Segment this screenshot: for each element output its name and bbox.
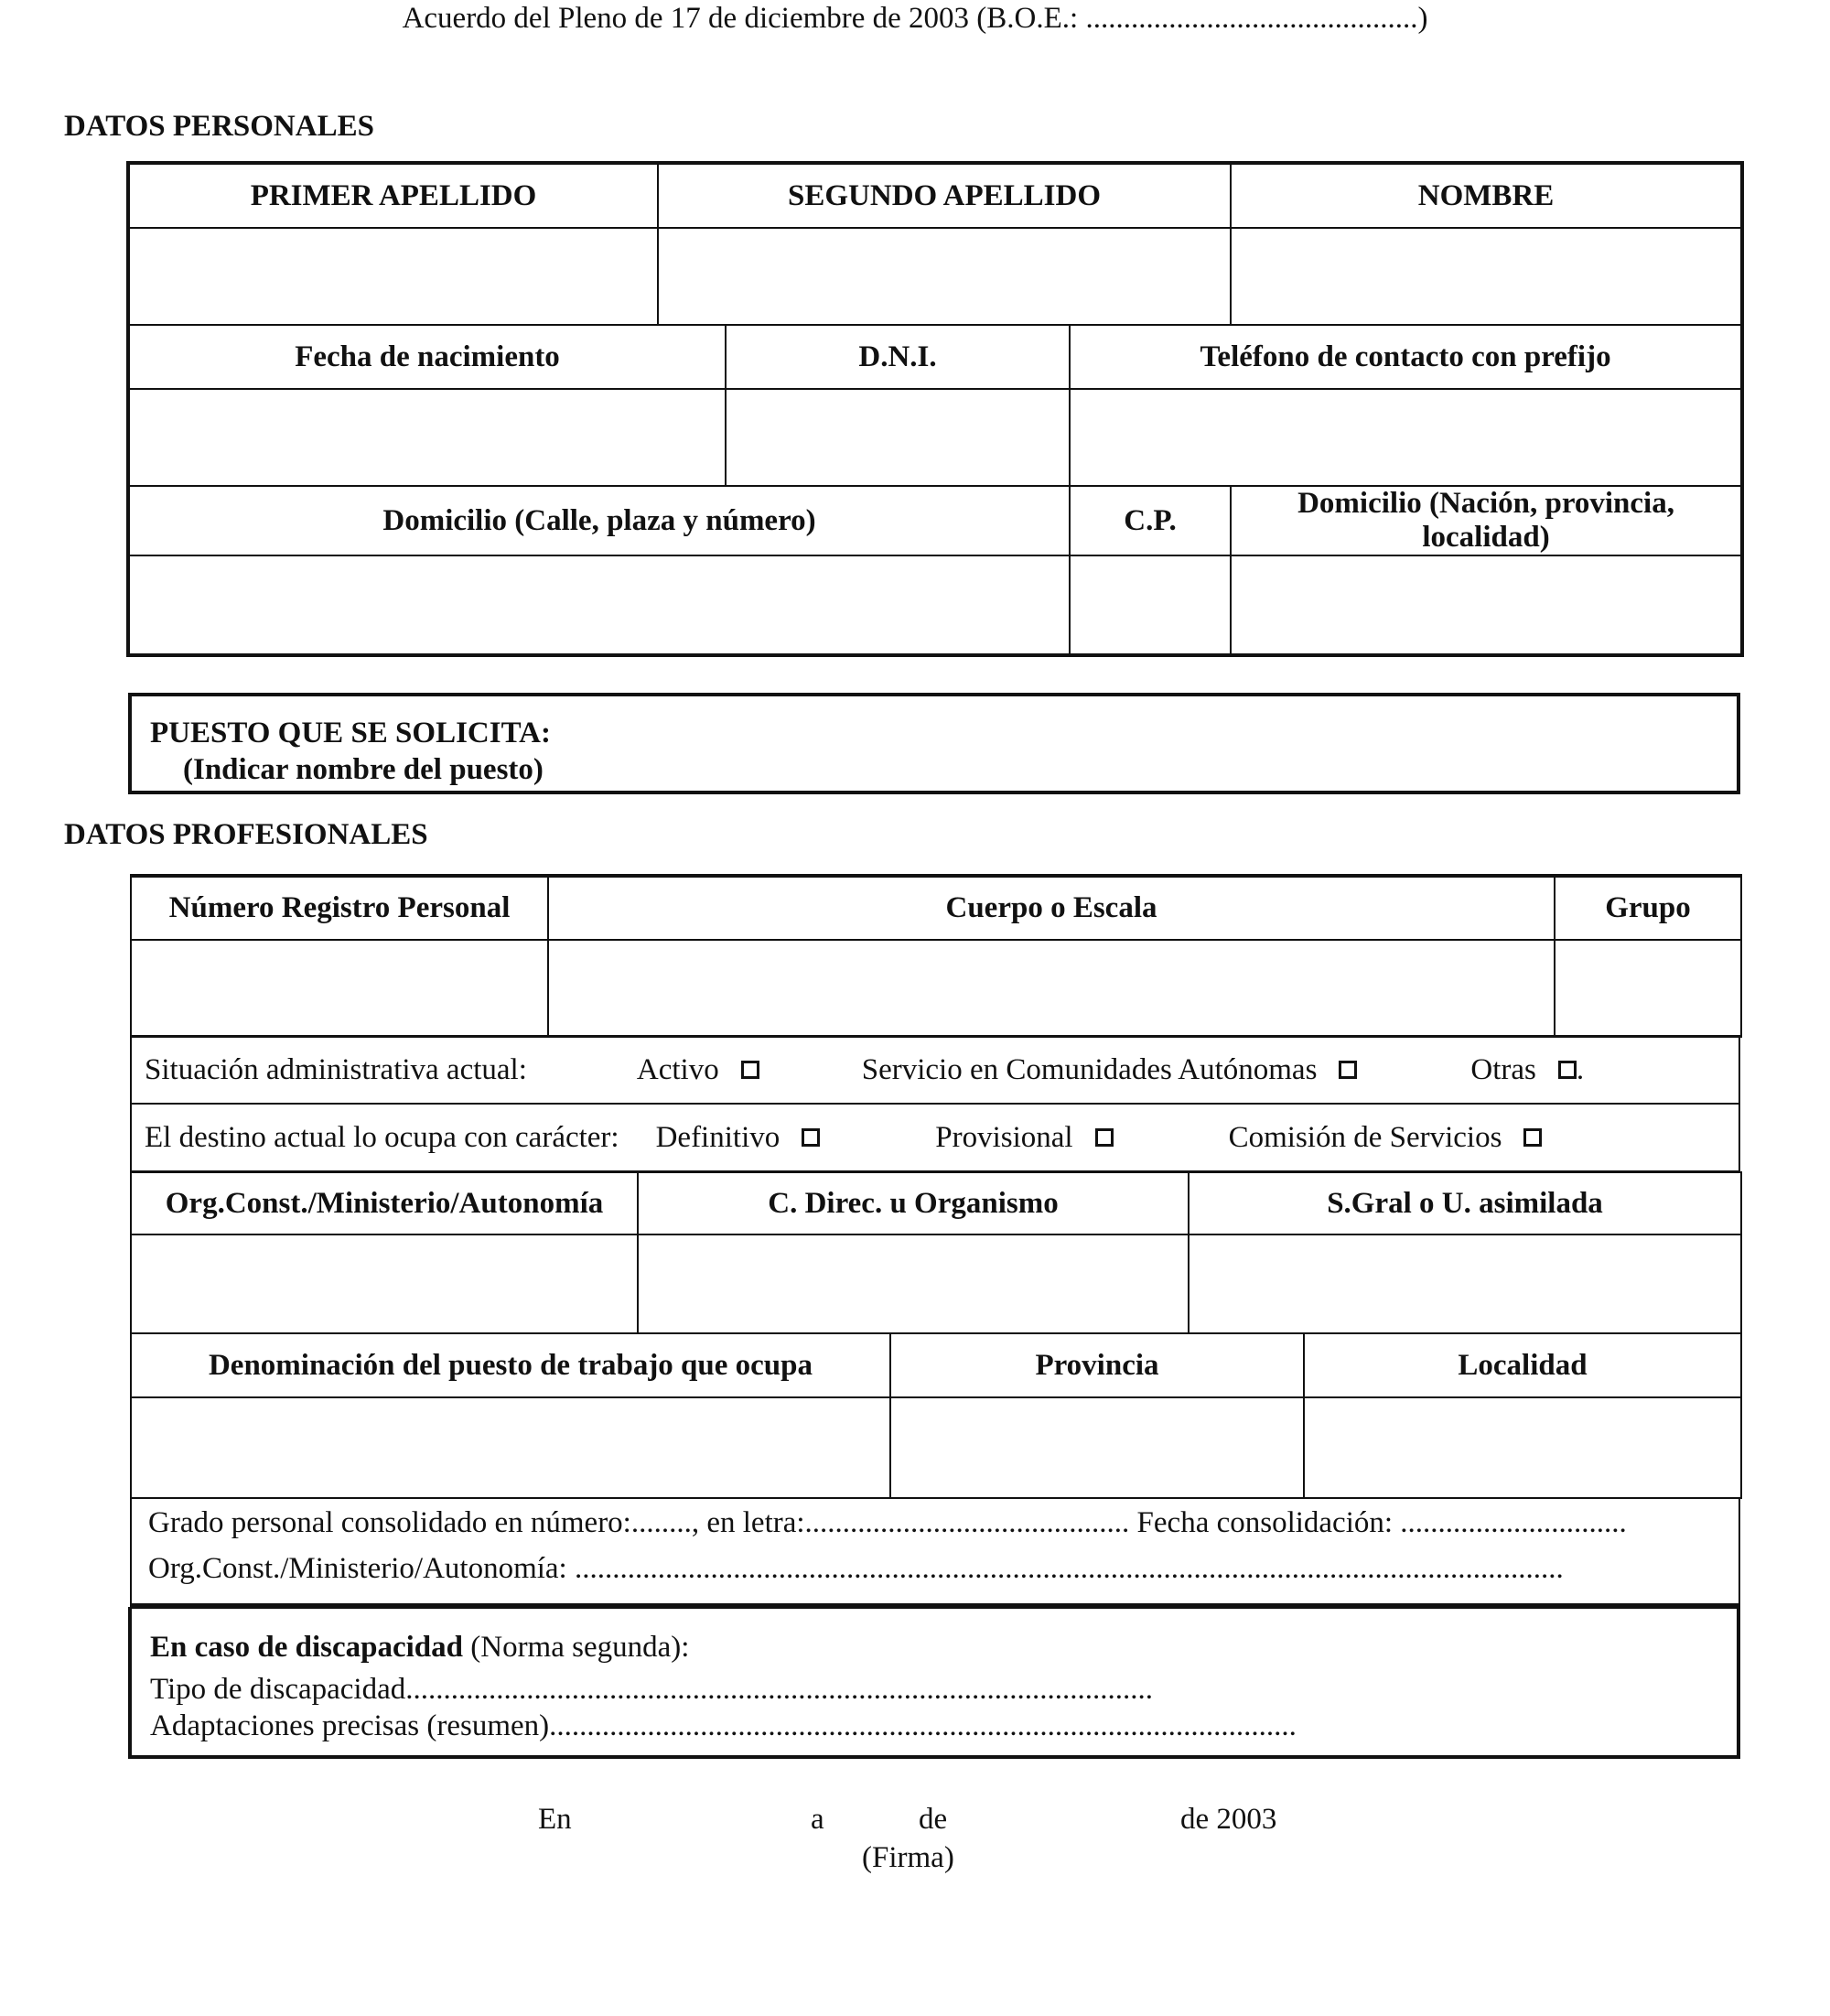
header-domicilio-calle: Domicilio (Calle, plaza y número) xyxy=(129,486,1070,555)
footer-de-year: de 2003 xyxy=(1180,1803,1277,1836)
section-title-datos-personales: DATOS PERSONALES xyxy=(64,110,374,143)
field-cuerpo-escala[interactable] xyxy=(548,940,1555,1037)
grado-personal-box xyxy=(130,1499,1740,1607)
header-text: Acuerdo del Pleno de 17 de diciembre de 2003 (B.O.E.: ............................................) xyxy=(402,2,1428,35)
field-segundo-apellido[interactable] xyxy=(658,228,1231,325)
footer-de: de xyxy=(919,1803,948,1836)
header-dni: D.N.I. xyxy=(726,325,1070,389)
option-comision-label: Comisión de Servicios xyxy=(1228,1120,1502,1154)
tipo-discapacidad-line[interactable]: Tipo de discapacidad................................................................................................... xyxy=(150,1673,1153,1706)
header-domicilio-nacion: Domicilio (Nación, provincia, localidad) xyxy=(1231,486,1741,555)
field-org-const[interactable] xyxy=(131,1234,638,1333)
option-otras-label: Otras xyxy=(1470,1052,1536,1086)
grado-consolidado-line[interactable]: Grado personal consolidado en número:........, en letra:........................................... Fecha consolidación: .............................. xyxy=(148,1506,1627,1539)
field-provincia[interactable] xyxy=(890,1397,1304,1498)
field-s-gral[interactable] xyxy=(1189,1234,1741,1333)
field-grupo[interactable] xyxy=(1555,940,1741,1037)
otras-trailing-dot: . xyxy=(1576,1052,1585,1086)
field-cp[interactable] xyxy=(1070,555,1231,654)
checkbox-definitivo[interactable] xyxy=(802,1128,820,1147)
field-localidad[interactable] xyxy=(1304,1397,1741,1498)
header-localidad: Localidad xyxy=(1304,1333,1741,1397)
professional-data-table-1 xyxy=(130,874,1742,1038)
field-primer-apellido[interactable] xyxy=(129,228,658,325)
header-grupo: Grupo xyxy=(1555,876,1741,940)
option-comunidades-label: Servicio en Comunidades Autónomas xyxy=(861,1052,1318,1086)
checkbox-comision-servicios[interactable] xyxy=(1523,1128,1542,1147)
field-dni[interactable] xyxy=(726,389,1070,486)
header-cp: C.P. xyxy=(1070,486,1231,555)
header-telefono: Teléfono de contacto con prefijo xyxy=(1070,325,1741,389)
situacion-label: Situación administrativa actual: xyxy=(145,1052,527,1086)
header-denominacion-puesto: Denominación del puesto de trabajo que ocupa xyxy=(131,1333,890,1397)
header-segundo-apellido: SEGUNDO APELLIDO xyxy=(658,164,1231,228)
footer-en: En xyxy=(538,1803,572,1836)
personal-data-table xyxy=(128,163,1742,655)
situacion-administrativa-row xyxy=(130,1035,1740,1105)
puesto-solicitado-box[interactable] xyxy=(128,693,1740,794)
footer-a: a xyxy=(811,1803,824,1836)
field-telefono[interactable] xyxy=(1070,389,1741,486)
option-activo-label: Activo xyxy=(636,1052,719,1086)
field-c-direc[interactable] xyxy=(638,1234,1189,1333)
header-numero-registro: Número Registro Personal xyxy=(131,876,548,940)
footer-firma: (Firma) xyxy=(862,1841,954,1874)
field-nombre[interactable] xyxy=(1231,228,1741,325)
field-fecha-nacimiento[interactable] xyxy=(129,389,726,486)
discapacidad-box xyxy=(128,1607,1740,1759)
header-fecha-nacimiento: Fecha de nacimiento xyxy=(129,325,726,389)
option-definitivo-label: Definitivo xyxy=(655,1120,780,1154)
puesto-hint: (Indicar nombre del puesto) xyxy=(183,753,544,786)
header-org-const: Org.Const./Ministerio/Autonomía xyxy=(131,1172,638,1234)
header-c-direc: C. Direc. u Organismo xyxy=(638,1172,1189,1234)
checkbox-activo[interactable] xyxy=(741,1061,759,1079)
header-provincia: Provincia xyxy=(890,1333,1304,1397)
adaptaciones-line[interactable]: Adaptaciones precisas (resumen)................................................................................................... xyxy=(150,1709,1297,1742)
field-denominacion-puesto[interactable] xyxy=(131,1397,890,1498)
field-numero-registro[interactable] xyxy=(131,940,548,1037)
org-const-line[interactable]: Org.Const./Ministerio/Autonomía: ................................................................................................................................... xyxy=(148,1552,1564,1585)
puesto-label: PUESTO QUE SE SOLICITA: xyxy=(150,717,551,749)
checkbox-provisional[interactable] xyxy=(1095,1128,1114,1147)
professional-data-table-2 xyxy=(130,1171,1742,1334)
discapacidad-title: En caso de discapacidad xyxy=(150,1631,463,1664)
checkbox-otras[interactable] xyxy=(1558,1061,1577,1079)
header-cuerpo-escala: Cuerpo o Escala xyxy=(548,876,1555,940)
professional-data-table-3 xyxy=(130,1332,1742,1499)
field-domicilio-nacion[interactable] xyxy=(1231,555,1741,654)
option-provisional-label: Provisional xyxy=(935,1120,1073,1154)
discapacidad-norma: (Norma segunda): xyxy=(463,1631,690,1664)
header-nombre: NOMBRE xyxy=(1231,164,1741,228)
destino-caracter-row xyxy=(130,1103,1740,1172)
section-title-datos-profesionales: DATOS PROFESIONALES xyxy=(64,818,428,851)
discapacidad-heading xyxy=(150,1631,689,1665)
checkbox-comunidades-autonomas[interactable] xyxy=(1339,1061,1357,1079)
header-primer-apellido: PRIMER APELLIDO xyxy=(129,164,658,228)
field-domicilio-calle[interactable] xyxy=(129,555,1070,654)
header-s-gral: S.Gral o U. asimilada xyxy=(1189,1172,1741,1234)
destino-label: El destino actual lo ocupa con carácter: xyxy=(145,1120,619,1154)
